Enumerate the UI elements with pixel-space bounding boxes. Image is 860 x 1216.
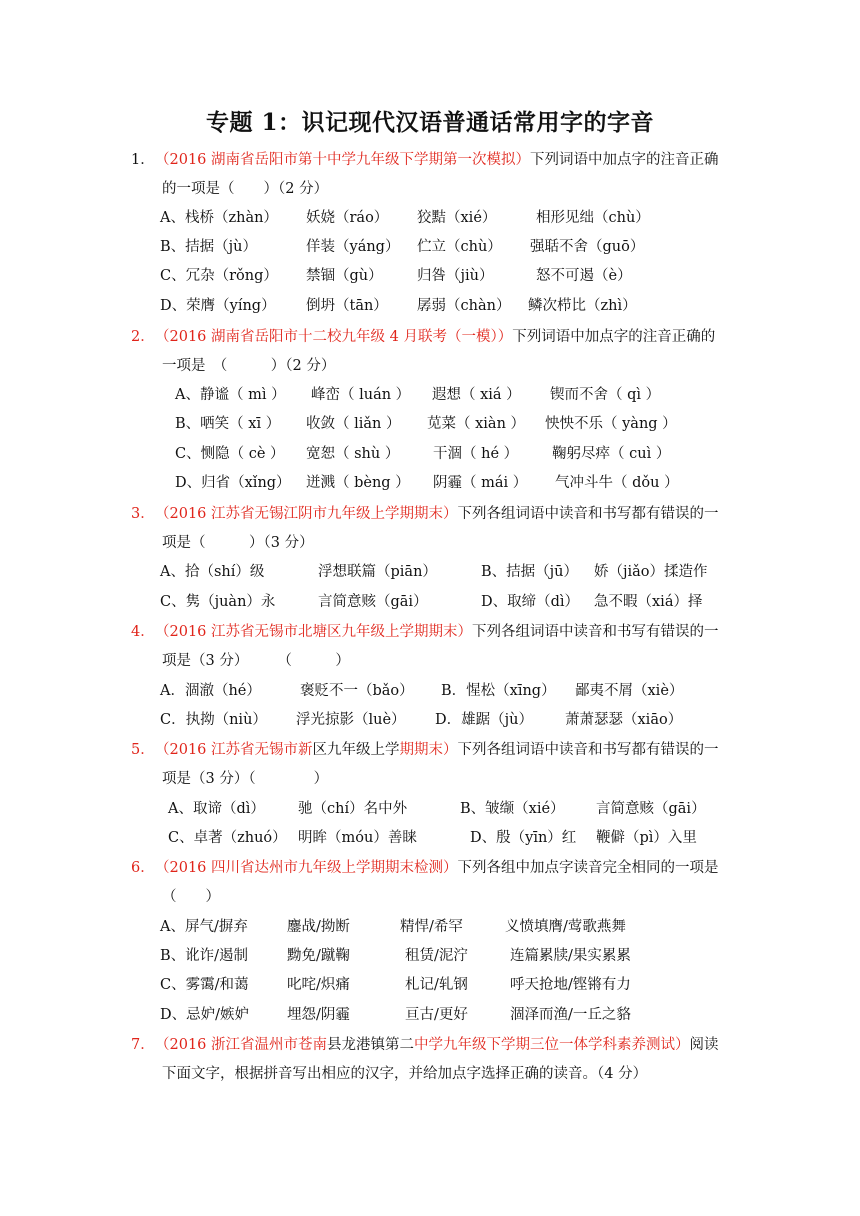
question-stem (155, 1035, 719, 1055)
question-source-plain: 县龙港镇第二 (327, 1037, 415, 1053)
option-item: 迸溅（ bèng ） (306, 475, 410, 491)
option-item: B、拮据（jū） (481, 564, 578, 580)
question-text: 下列各组词语中读音和书写有错误的一 (472, 624, 719, 640)
option-item: A．涸澈（hé） (160, 683, 261, 699)
option-item: C、恻隐（ cè ） (175, 446, 285, 462)
question-text: 阅读 (689, 1037, 719, 1053)
question-text-cont: 的一项是（ ）（2 分） (162, 181, 329, 197)
option-item: 鏖战/拗断 (287, 919, 350, 935)
question-text-cont: 下面文字，根据拼音写出相应的汉字，并给加点字选择正确的读音。（4 分） (162, 1066, 648, 1082)
question-source: （2016 江苏省无锡市新 (155, 742, 313, 758)
option-item: 鞠躬尽瘁（ cuì ） (552, 446, 671, 462)
option-item: 呼天抢地/铿锵有力 (510, 977, 631, 993)
option-item: B、皱缬（xié） (460, 801, 565, 817)
option-item: 锲而不舍（ qì ） (550, 387, 661, 403)
option-item: 黝免/蹴鞠 (287, 948, 350, 964)
option-item: 孱弱（chàn） (417, 298, 511, 314)
question-source: （2016 江苏省无锡江阴市九年级上学期期末） (155, 506, 458, 522)
option-item: D．雄踞（jù） (435, 712, 533, 728)
option-item: 明眸（móu）善睐 (298, 830, 417, 846)
option-item: 妖娆（ráo） (306, 210, 389, 226)
option-item: 驰（chí）名中外 (298, 801, 408, 817)
option-item: 义愤填膺/莺歌燕舞 (505, 919, 626, 935)
question-source: 中学九年级下学期三位一体学科素养测试） (414, 1037, 690, 1053)
option-item: A、静谧（ mì ） (175, 387, 286, 403)
option-item: A、屏气/摒弃 (160, 919, 248, 935)
option-item: A、取谛（dì） (168, 801, 265, 817)
option-item: 鳞次栉比（zhì） (528, 298, 637, 314)
option-item: B、哂笑（ xī ） (175, 416, 281, 432)
option-item: 收敛（ liǎn ） (306, 416, 401, 432)
option-item: D、忌妒/嫉妒 (160, 1007, 250, 1023)
question-number: 7． (131, 1037, 155, 1053)
option-item: 阴霾（ mái ） (433, 475, 528, 491)
question-text-cont: （ ） (162, 889, 220, 905)
question-stem (155, 504, 719, 524)
option-item: B、拮据（jù） (160, 239, 257, 255)
question-source: 期期末） (399, 742, 458, 758)
option-item: 精悍/希罕 (400, 919, 463, 935)
option-item: 相形见绌（chù） (536, 210, 650, 226)
option-item: D、取缔（dì） (481, 594, 580, 610)
option-item: 埋怨/阴霾 (287, 1007, 350, 1023)
option-item: 峰峦（ luán ） (311, 387, 411, 403)
option-item: 连篇累牍/果实累累 (510, 948, 631, 964)
question-number: 2． (131, 329, 155, 345)
option-item: A、栈桥（zhàn） (160, 210, 278, 226)
option-item: 浮光掠影（luè） (296, 712, 406, 728)
option-item: 遐想（ xiá ） (432, 387, 521, 403)
question-text: 下列各组词语中读音和书写都有错误的一 (457, 742, 719, 758)
option-item: 札记/轧钢 (405, 977, 468, 993)
option-item: 归咎（jiù） (417, 268, 494, 284)
option-item: 佯装（yáng） (306, 239, 400, 255)
option-item: 干涸（ hé ） (433, 446, 519, 462)
option-item: B、讹诈/遏制 (160, 948, 249, 964)
question-source-plain: 区九年级上学 (312, 742, 400, 758)
option-item: 鞭僻（pì）入里 (596, 830, 697, 846)
option-item: C、雾霭/和蔼 (160, 977, 249, 993)
question-number: 3． (131, 506, 155, 522)
question-number: 1． (131, 152, 155, 168)
question-text-cont: 一项是 （ ）（2 分） (162, 358, 336, 374)
option-item: 租赁/泥泞 (405, 948, 468, 964)
option-item: 苋菜（ xiàn ） (427, 416, 526, 432)
option-item: 怒不可遏（è） (536, 268, 632, 284)
option-item: C、冗杂（rǒng） (160, 268, 278, 284)
option-item: 鄙夷不屑（xiè） (575, 683, 684, 699)
option-item: B．惺松（xīng） (441, 683, 556, 699)
question-stem (155, 150, 719, 170)
option-item: 言简意赅（gāi） (596, 801, 706, 817)
page-title: 专题 1：识记现代汉语普通话常用字的字音 (205, 109, 654, 136)
question-text-cont: 项是（3 分）（ ） (162, 771, 329, 787)
question-stem (155, 740, 719, 760)
question-stem (155, 622, 719, 642)
option-item: C、卓著（zhuó） (168, 830, 287, 846)
option-item: D、荣膺（yíng） (160, 298, 276, 314)
question-text: 下列各组词语中读音和书写都有错误的一 (457, 506, 719, 522)
question-source: （2016 湖南省岳阳市第十中学九年级下学期第一次模拟） (155, 152, 531, 168)
option-item: 宽恕（ shù ） (306, 446, 400, 462)
question-source: （2016 浙江省温州市苍南 (155, 1037, 328, 1053)
option-item: 急不暇（xiá）择 (594, 594, 703, 610)
option-item: 涸泽而渔/一丘之貉 (510, 1007, 631, 1023)
option-item: 娇（jiǎo）揉造作 (594, 564, 708, 580)
option-item: D、殷（yīn）红 (470, 830, 577, 846)
option-item: 禁锢（gù） (306, 268, 383, 284)
question-number: 4． (131, 624, 155, 640)
question-source: （2016 江苏省无锡市北塘区九年级上学期期末） (155, 624, 473, 640)
question-number: 6． (131, 860, 155, 876)
option-item: D、归省（xǐng） (175, 475, 291, 491)
option-item: 言简意赅（gāi） (318, 594, 428, 610)
question-text-cont: 项是（ ）（3 分） (162, 535, 314, 551)
question-text: 下列各组中加点字读音完全相同的一项是 (457, 860, 719, 876)
question-source: （2016 湖南省岳阳市十二校九年级 4 月联考（一模）） (155, 329, 513, 345)
option-item: 气冲斗牛（ dǒu ） (555, 475, 679, 491)
option-item: 叱咤/炽痛 (287, 977, 350, 993)
question-source: （2016 四川省达州市九年级上学期期末检测） (155, 860, 458, 876)
option-item: C．执拗（niù） (160, 712, 267, 728)
question-stem (155, 327, 715, 347)
option-item: A、拾（shí）级 (160, 564, 265, 580)
question-text: 下列词语中加点字的注音正确的 (512, 329, 716, 345)
option-item: 狡黠（xié） (417, 210, 497, 226)
option-item: 浮想联篇（piān） (318, 564, 437, 580)
question-number: 5． (131, 742, 155, 758)
question-text-cont: 项是（3 分） （ ） (162, 653, 350, 669)
question-stem (155, 858, 719, 878)
option-item: 萧萧瑟瑟（xiāo） (565, 712, 683, 728)
option-item: 亘古/更好 (405, 1007, 468, 1023)
option-item: 怏怏不乐（ yàng ） (545, 416, 677, 432)
option-item: 褒贬不一（bǎo） (300, 683, 414, 699)
question-text: 下列词语中加点字的注音正确 (530, 152, 719, 168)
option-item: C、隽（juàn）永 (160, 594, 276, 610)
option-item: 伫立（chù） (417, 239, 502, 255)
option-item: 倒坍（tān） (306, 298, 388, 314)
option-item: 强聒不舍（guō） (530, 239, 645, 255)
